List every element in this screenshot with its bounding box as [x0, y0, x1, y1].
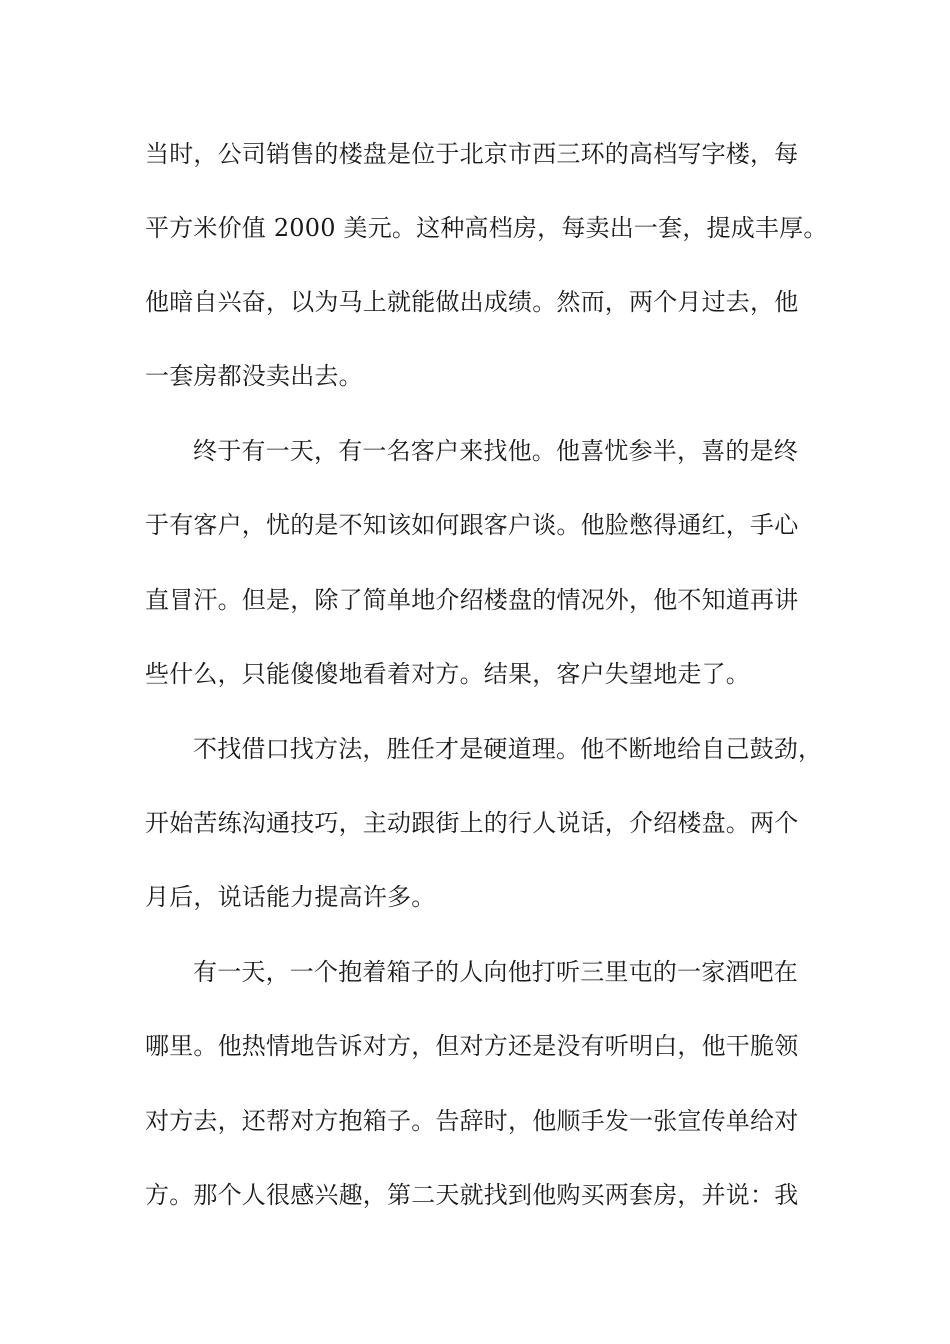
text-line: 于有客户，忧的是不知该如何跟客户谈。他脸憋得通红，手心	[145, 511, 799, 539]
text-line: 直冒汗。但是，除了简单地介绍楼盘的情况外，他不知道再讲	[145, 586, 799, 614]
text-line: 不找借口找方法，胜任才是硬道理。他不断地给自己鼓劲，	[193, 735, 823, 763]
text-line: 他暗自兴奋，以为马上就能做出成绩。然而，两个月过去，他	[145, 288, 799, 316]
text-line: 哪里。他热情地告诉对方，但对方还是没有听明白，他干脆领	[145, 1032, 799, 1060]
text-line: 开始苦练沟通技巧，主动跟街上的行人说话，介绍楼盘。两个	[145, 809, 799, 837]
text-line: 有一天，一个抱着箱子的人向他打听三里屯的一家酒吧在	[193, 958, 798, 986]
text-line: 月后，说话能力提高许多。	[145, 883, 436, 911]
text-line: 平方米价值 2000 美元。这种高档房，每卖出一套，提成丰厚。	[145, 214, 828, 242]
text-line: 对方去，还帮对方抱箱子。告辞时，他顺手发一张宣传单给对	[145, 1107, 799, 1135]
text-line: 终于有一天，有一名客户来找他。他喜忧参半，喜的是终	[193, 437, 798, 465]
text-line: 些什么，只能傻傻地看着对方。结果，客户失望地走了。	[145, 660, 750, 688]
text-line: 方。那个人很感兴趣，第二天就找到他购买两套房，并说：我	[145, 1181, 799, 1209]
text-line: 一套房都没卖出去。	[145, 362, 363, 390]
text-line: 当时，公司销售的楼盘是位于北京市西三环的高档写字楼，每	[145, 140, 799, 168]
